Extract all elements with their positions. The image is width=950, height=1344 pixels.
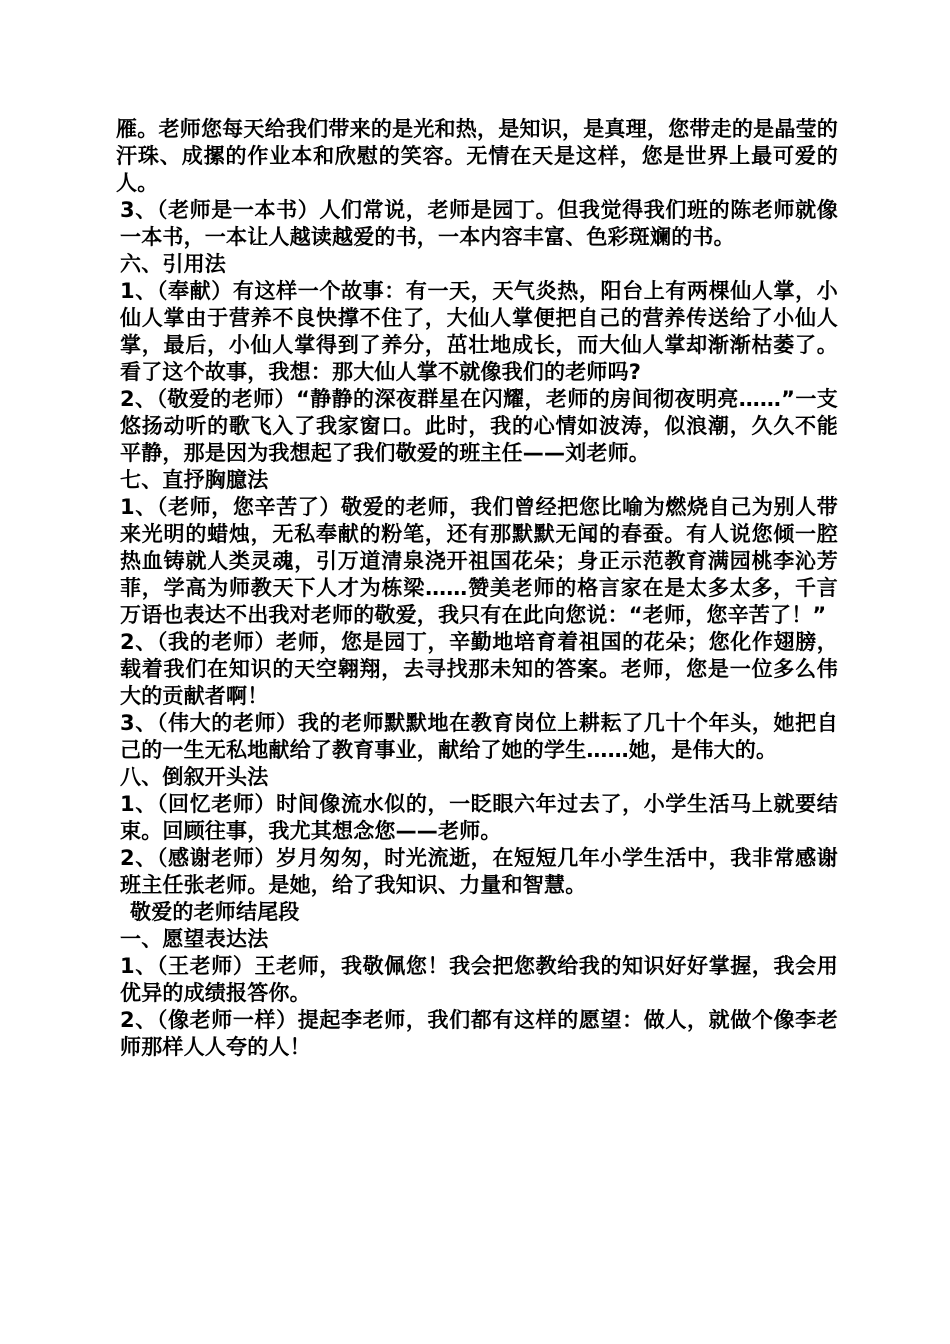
section-heading-6: 六、引用法 [120,252,226,276]
paragraph-item-1-wang: 1、（王老师）王老师，我敬佩您！我会把您教给我的知识好好掌握，我会用优异的成绩报答你。 [120,954,838,1005]
document-page [116,116,838,1061]
paragraph-item-1-thanks: 1、（老师，您辛苦了）敬爱的老师，我们曾经把您比喻为燃烧自己为别人带来光明的蜡烛，无私奉献的粉笔，还有那默默无闻的春蚕。有人说您倾一腔热血铸就人类灵魂，引万道清泉浇开祖国花朵；身正示范教育满园桃李沁芳菲，学高为师教天下人才为栋梁……赞美老师的格言家在是太多太多，千言万语也表达不出我对老师的敬爱，我只有在此向您说：“老师，您辛苦了！” [120,495,838,627]
section-heading-1: 一、愿望表达法 [120,927,269,951]
paragraph-item-3-teacher-book: 3、（老师是一本书）人们常说，老师是园丁。但我觉得我们班的陈老师就像一本书，一本让人越读越爱的书，一本内容丰富、色彩斑斓的书。 [120,198,838,249]
paragraph-item-2-gratitude: 2、（感谢老师）岁月匆匆，时光流逝，在短短几年小学生活中，我非常感谢班主任张老师。是她，给了我知识、力量和智慧。 [120,846,838,897]
paragraph-item-1-dedication: 1、（奉献）有这样一个故事：有一天，天气炎热，阳台上有两棵仙人掌，小仙人掌由于营养不良快撑不住了，大仙人掌便把自己的营养传送给了小仙人掌，最后，小仙人掌得到了养分，茁壮地成长，而大仙人掌却渐渐枯萎了。看了这个故事，我想：那大仙人掌不就像我们的老师吗? [120,279,838,384]
paragraph-continuation: 雁。老师您每天给我们带来的是光和热，是知识，是真理，您带走的是晶莹的汗珠、成摞的作业本和欣慰的笑容。无情在天是这样，您是世界上最可爱的人。 [116,117,838,195]
chapter-heading-ending: 敬爱的老师结尾段 [130,900,300,924]
section-heading-8: 八、倒叙开头法 [120,765,269,789]
paragraph-item-2-like-teacher: 2、（像老师一样）提起李老师，我们都有这样的愿望：做人，就做个像李老师那样人人夸的人！ [120,1008,838,1059]
section-heading-7: 七、直抒胸臆法 [120,468,269,492]
paragraph-item-2-beloved-teacher: 2、（敬爱的老师）“静静的深夜群星在闪耀，老师的房间彻夜明亮……”一支悠扬动听的歌飞入了我家窗口。此时，我的心情如波涛，似浪潮，久久不能平静，那是因为我想起了我们敬爱的班主任——刘老师。 [120,387,838,465]
paragraph-item-2-my-teacher: 2、（我的老师）老师，您是园丁，辛勤地培育着祖国的花朵；您化作翅膀，载着我们在知识的天空翱翔，去寻找那未知的答案。老师，您是一位多么伟大的贡献者啊！ [120,630,838,708]
paragraph-item-3-great-teacher: 3、（伟大的老师）我的老师默默地在教育岗位上耕耘了几十个年头，她把自己的一生无私地献给了教育事业，献给了她的学生……她，是伟大的。 [120,711,838,762]
paragraph-item-1-recall: 1、（回忆老师）时间像流水似的，一眨眼六年过去了，小学生活马上就要结束。回顾往事，我尤其想念您——老师。 [120,792,838,843]
